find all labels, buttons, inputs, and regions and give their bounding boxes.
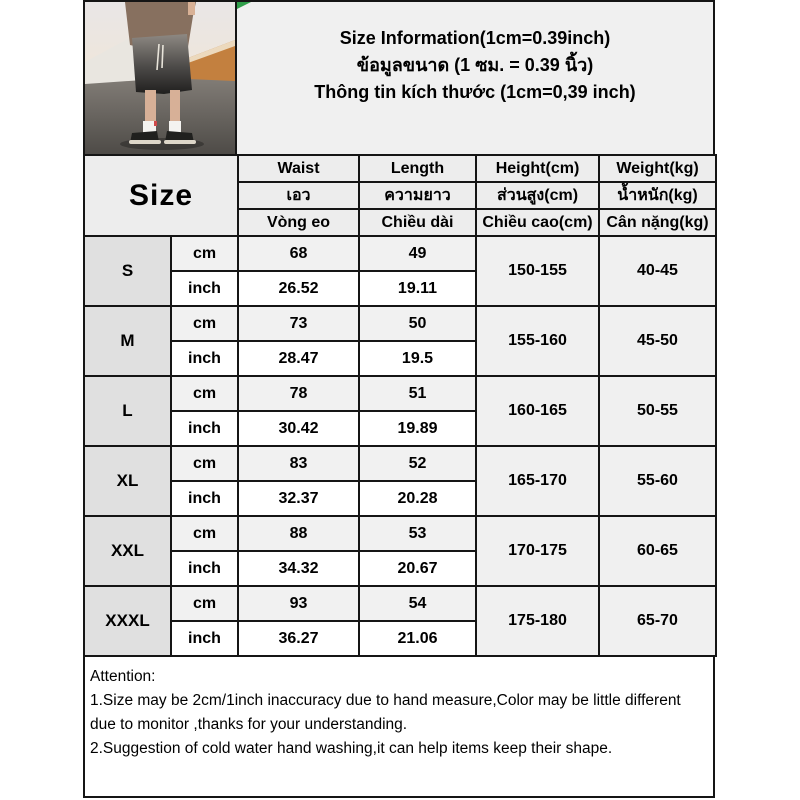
weight-range-xxl: 60-65 — [599, 516, 716, 586]
col-weight-th: น้ำหนัก(kg) — [599, 182, 716, 209]
col-waist-vi: Vòng eo — [238, 209, 359, 236]
unit-cell: cm — [171, 586, 238, 621]
col-waist-en: Waist — [238, 155, 359, 182]
title-th: ข้อมูลขนาด (1 ซม. = 0.39 นิ้ว) — [356, 54, 594, 75]
weight-range-xl: 55-60 — [599, 446, 716, 516]
size-label-xl: XL — [84, 446, 171, 516]
weight-range-s: 40-45 — [599, 236, 716, 306]
col-length-th: ความยาว — [359, 182, 476, 209]
waist-inch-s: 26.52 — [238, 271, 359, 306]
unit-cell: cm — [171, 516, 238, 551]
height-range-xxl: 170-175 — [476, 516, 599, 586]
waist-cm-m: 73 — [238, 306, 359, 341]
attention-note-1: 1.Size may be 2cm/1inch inaccuracy due to hand measure,Color may be little different due to monitor ,thanks for your understanding. — [90, 692, 681, 733]
waist-cm-xxxl: 93 — [238, 586, 359, 621]
waist-inch-xxl: 34.32 — [238, 551, 359, 586]
height-range-s: 150-155 — [476, 236, 599, 306]
unit-cell: inch — [171, 271, 238, 306]
length-inch-xl: 20.28 — [359, 481, 476, 516]
col-height-vi: Chiều cao(cm) — [476, 209, 599, 236]
waist-cm-s: 68 — [238, 236, 359, 271]
title-vi: Thông tin kích thước (1cm=0,39 inch) — [314, 81, 636, 102]
size-label-m: M — [84, 306, 171, 376]
unit-cell: inch — [171, 481, 238, 516]
attention-box — [83, 655, 715, 798]
green-corner-mark — [237, 2, 251, 9]
unit-cell: cm — [171, 306, 238, 341]
length-inch-s: 19.11 — [359, 271, 476, 306]
waist-inch-l: 30.42 — [238, 411, 359, 446]
weight-range-m: 45-50 — [599, 306, 716, 376]
waist-inch-xl: 32.37 — [238, 481, 359, 516]
table-row-s-cm — [84, 236, 716, 271]
size-label-s: S — [84, 236, 171, 306]
table-row-xxl-cm — [84, 516, 716, 551]
table-row-l-cm — [84, 376, 716, 411]
size-label-l: L — [84, 376, 171, 446]
height-range-xxxl: 175-180 — [476, 586, 599, 656]
table-row-xl-cm — [84, 446, 716, 481]
length-cm-s: 49 — [359, 236, 476, 271]
length-cm-xxl: 53 — [359, 516, 476, 551]
waist-inch-m: 28.47 — [238, 341, 359, 376]
length-cm-l: 51 — [359, 376, 476, 411]
unit-cell: cm — [171, 236, 238, 271]
unit-cell: inch — [171, 341, 238, 376]
attention-note-2: 2.Suggestion of cold water hand washing,it can help items keep their shape. — [90, 740, 613, 757]
unit-cell: cm — [171, 446, 238, 481]
waist-cm-xxl: 88 — [238, 516, 359, 551]
waist-cm-l: 78 — [238, 376, 359, 411]
size-label-xxxl: XXXL — [84, 586, 171, 656]
height-range-xl: 165-170 — [476, 446, 599, 516]
table-row-xxxl-cm — [84, 586, 716, 621]
length-inch-xxxl: 21.06 — [359, 621, 476, 656]
size-header-cell: Size — [84, 155, 238, 236]
length-cm-xl: 52 — [359, 446, 476, 481]
length-cm-xxxl: 54 — [359, 586, 476, 621]
weight-range-l: 50-55 — [599, 376, 716, 446]
header-block — [83, 0, 715, 156]
table-header-row-en — [84, 155, 716, 182]
unit-cell: inch — [171, 551, 238, 586]
unit-cell: inch — [171, 621, 238, 656]
height-range-m: 155-160 — [476, 306, 599, 376]
sheet-content — [83, 0, 715, 798]
height-range-l: 160-165 — [476, 376, 599, 446]
product-photo-illustration — [85, 2, 235, 154]
waist-cm-xl: 83 — [238, 446, 359, 481]
title-box — [235, 0, 715, 156]
col-height-en: Height(cm) — [476, 155, 599, 182]
col-weight-en: Weight(kg) — [599, 155, 716, 182]
unit-cell: inch — [171, 411, 238, 446]
col-weight-vi: Cân nặng(kg) — [599, 209, 716, 236]
col-length-en: Length — [359, 155, 476, 182]
col-waist-th: เอว — [238, 182, 359, 209]
title-en: Size Information(1cm=0.39inch) — [339, 27, 611, 48]
length-inch-xxl: 20.67 — [359, 551, 476, 586]
waist-inch-xxxl: 36.27 — [238, 621, 359, 656]
size-table — [83, 154, 717, 657]
col-height-th: ส่วนสูง(cm) — [476, 182, 599, 209]
product-photo — [83, 0, 237, 156]
unit-cell: cm — [171, 376, 238, 411]
col-length-vi: Chiều dài — [359, 209, 476, 236]
table-row-m-cm — [84, 306, 716, 341]
length-inch-l: 19.89 — [359, 411, 476, 446]
size-label-xxl: XXL — [84, 516, 171, 586]
length-inch-m: 19.5 — [359, 341, 476, 376]
weight-range-xxxl: 65-70 — [599, 586, 716, 656]
attention-heading: Attention: — [90, 668, 156, 685]
length-cm-m: 50 — [359, 306, 476, 341]
